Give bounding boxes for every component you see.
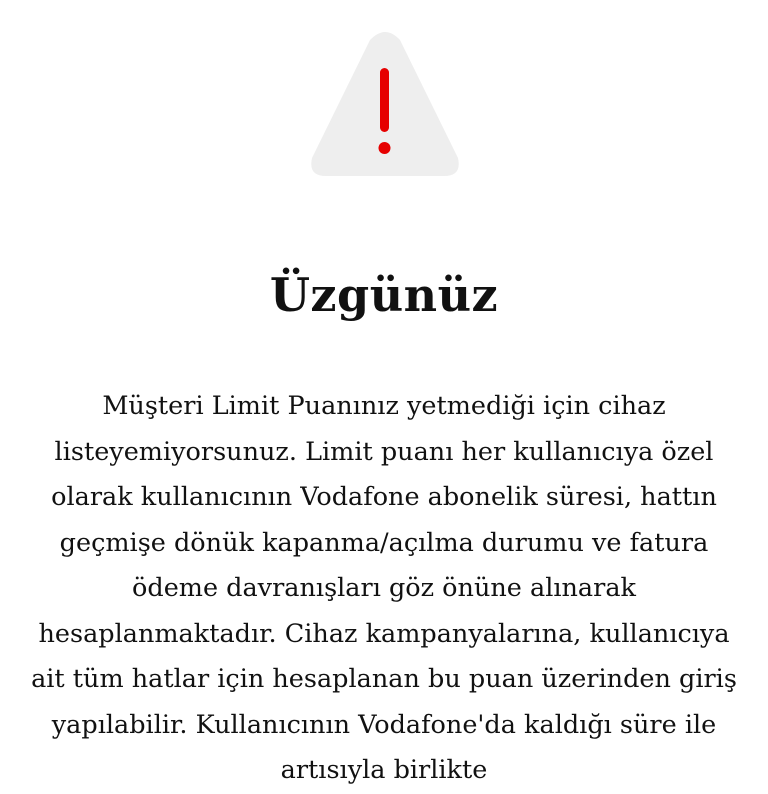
page-title: Üzgünüz	[269, 268, 499, 322]
warning-icon	[308, 30, 462, 178]
error-message: Müşteri Limit Puanınız yetmediği için cihaz listeyemiyorsunuz. Limit puanı her kullanıcıya özel olarak kullanıcının Vodafone abonelik süresi, hattın geçmişe dönük kapanma/açılma durumu ve fatura ödeme davranışları göz önüne alınarak hesaplanmaktadır. Cihaz kampanyalarına, kullanıcıya ait tüm hatlar için hesaplanan bu puan üzerinden giriş yapılabilir. Kullanıcının Vodafone'da kaldığı süre ile artısıyla birlikte	[31, 391, 737, 785]
